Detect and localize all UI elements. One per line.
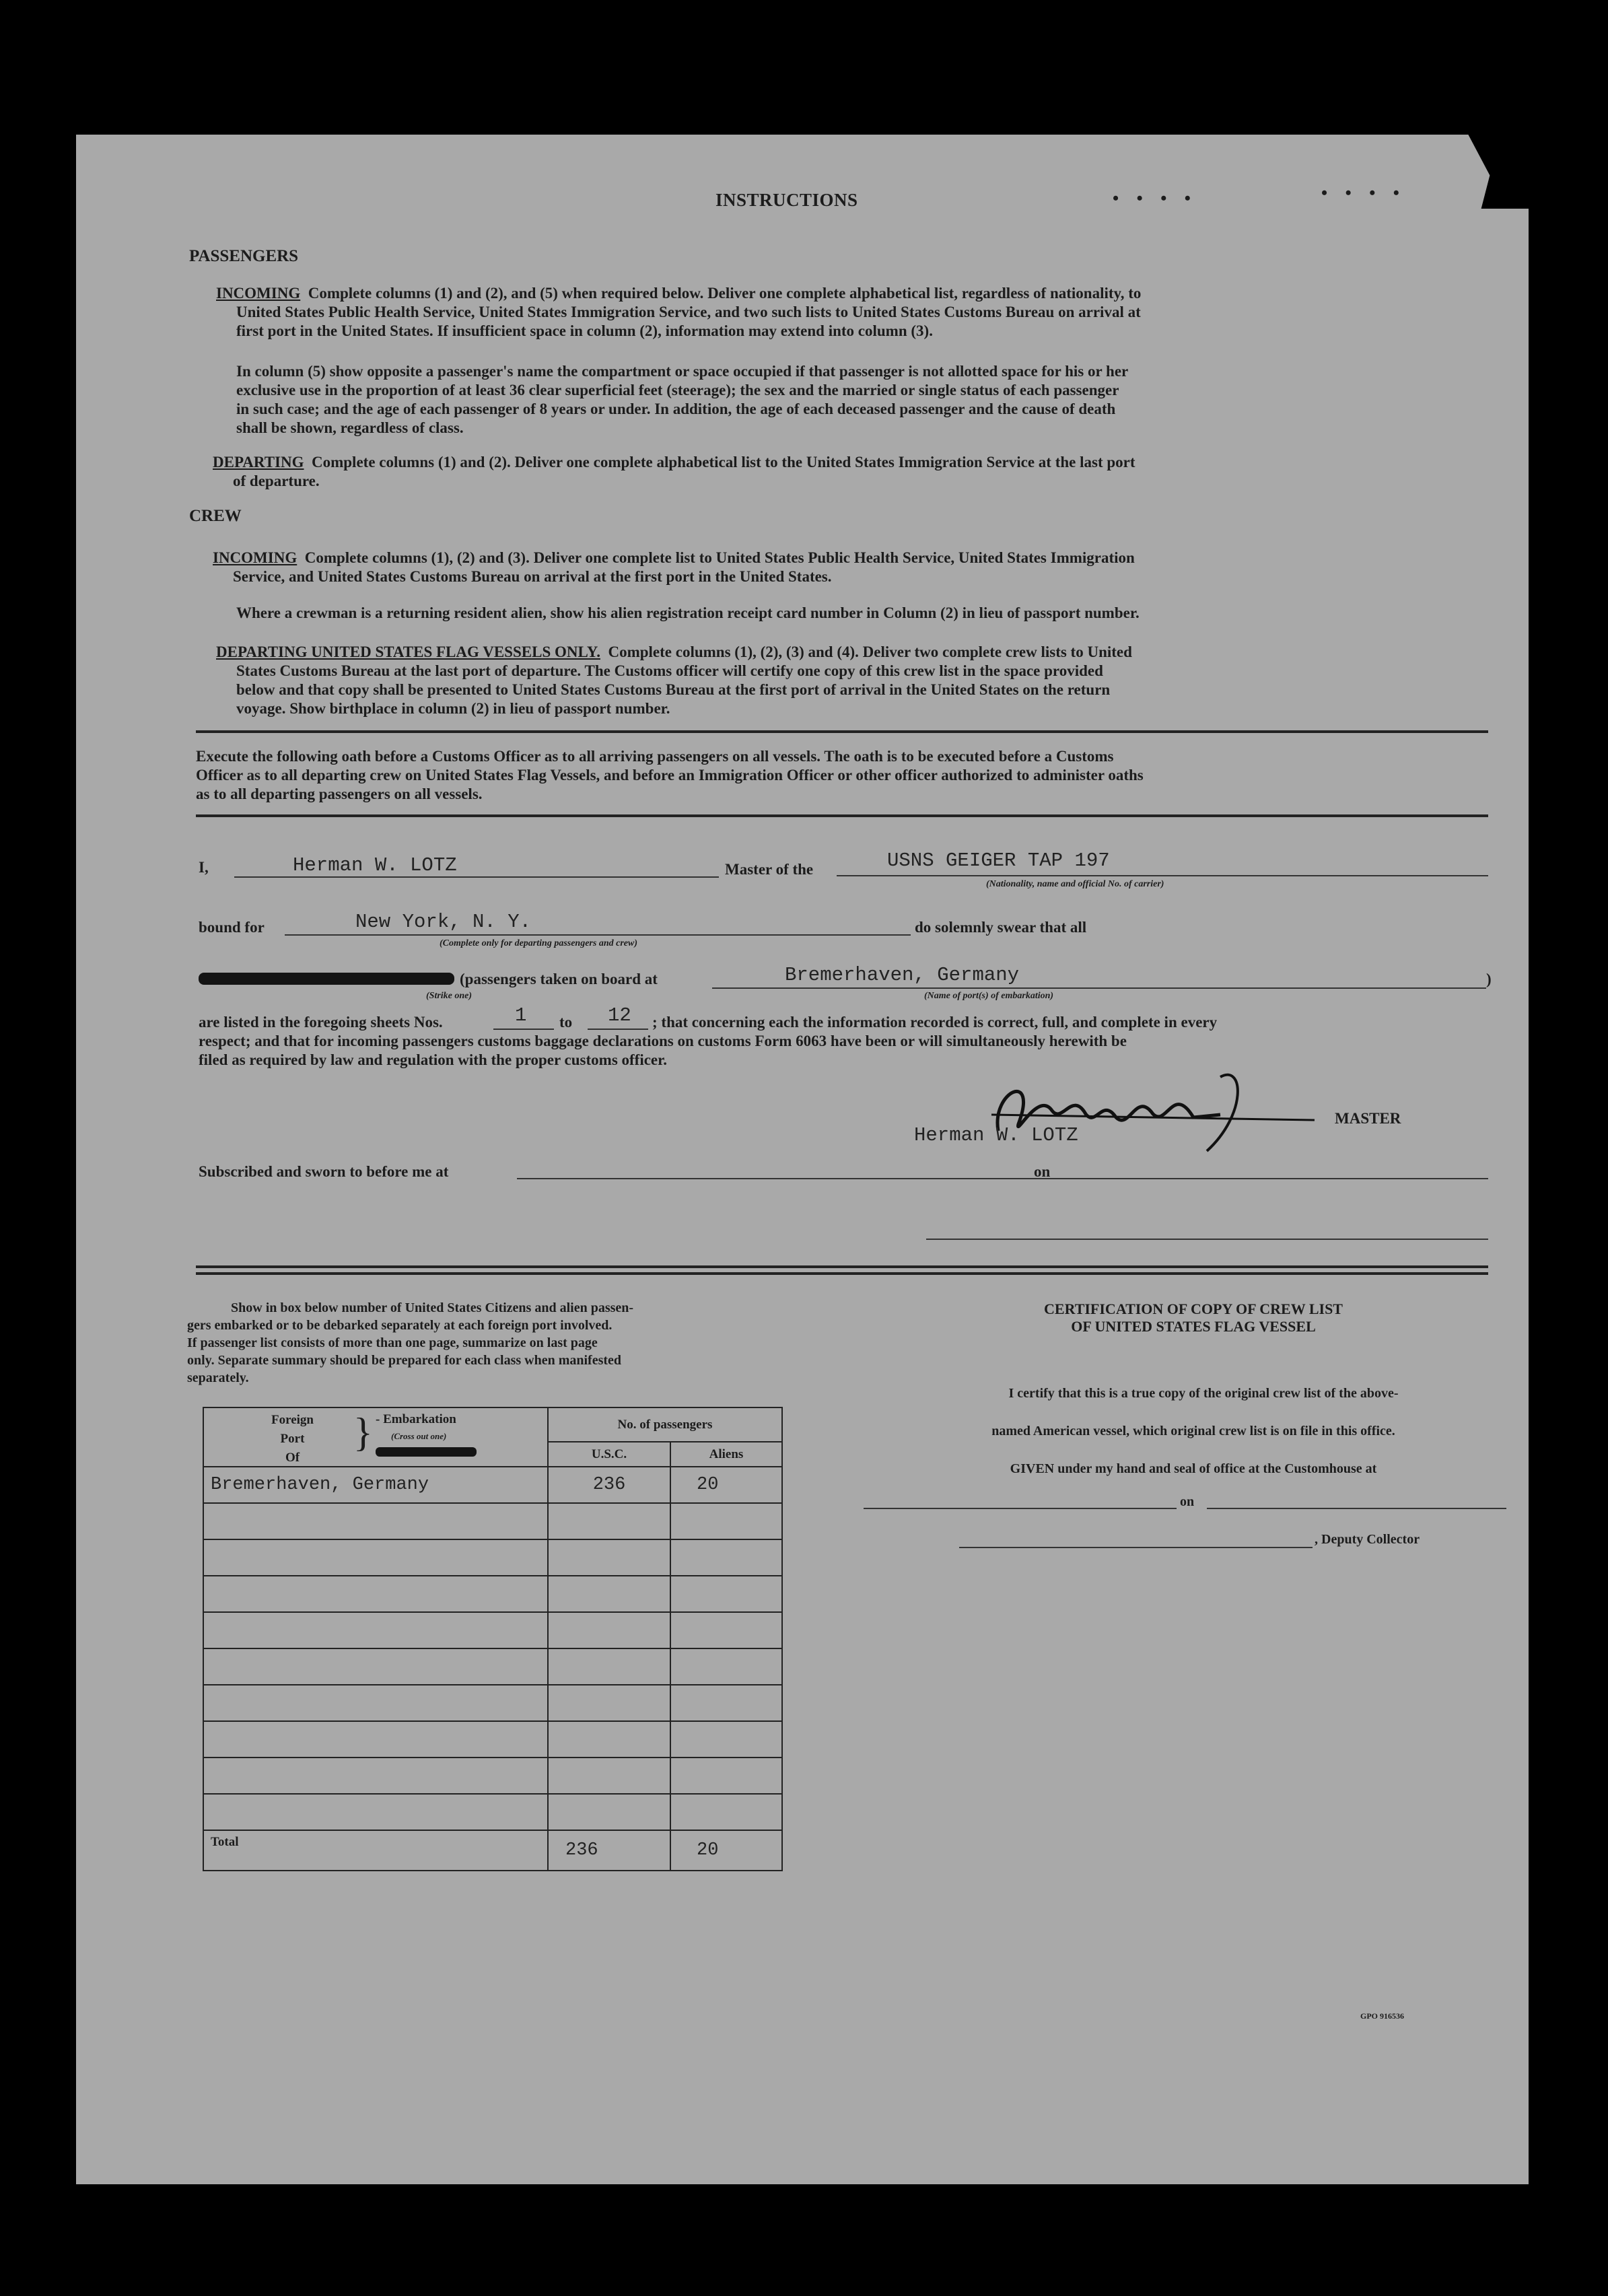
sheets-text-a: are listed in the foregoing sheets Nos. bbox=[199, 1014, 443, 1031]
brace-icon: } bbox=[353, 1410, 373, 1455]
master-name-field[interactable]: Herman W. LOTZ bbox=[293, 854, 457, 876]
subscribed-label: Subscribed and sworn to before me at bbox=[199, 1163, 449, 1180]
empty-cell[interactable] bbox=[670, 1758, 782, 1794]
empty-cell[interactable] bbox=[670, 1721, 782, 1758]
summary-intro-1: Show in box below number of United States Citizens and alien passen- bbox=[231, 1300, 634, 1315]
certification-text-2: named American vessel, which original crew list is on file in this office. bbox=[991, 1424, 1395, 1438]
empty-cell[interactable] bbox=[203, 1612, 548, 1648]
respect-text: respect; and that for incoming passengers customs baggage declarations on customs Form 6063 have been or will simultaneously herewith be bbox=[199, 1033, 1127, 1049]
empty-cell[interactable] bbox=[670, 1503, 782, 1539]
crew-incoming-text-2: Service, and United States Customs Bureau on arrival at the first port in the United States. bbox=[233, 568, 832, 585]
divider-3 bbox=[196, 1265, 1488, 1268]
row-port[interactable]: Bremerhaven, Germany bbox=[203, 1467, 548, 1503]
empty-cell[interactable] bbox=[548, 1612, 670, 1648]
torn-corner bbox=[1442, 135, 1529, 209]
empty-cell[interactable] bbox=[203, 1794, 548, 1830]
sheet-from-line bbox=[493, 1029, 554, 1030]
crew-incoming-text-1: Complete columns (1), (2) and (3). Deliver one complete list to United States Public Health Service, United States Immigration bbox=[304, 549, 1135, 566]
passenger-summary-table bbox=[203, 1407, 783, 1871]
empty-cell[interactable] bbox=[670, 1685, 782, 1721]
sheet-from-field[interactable]: 1 bbox=[515, 1004, 527, 1027]
summary-intro-5: separately. bbox=[187, 1370, 249, 1385]
incoming-paragraph bbox=[216, 284, 1481, 341]
crew-departing-text-2: States Customs Bureau at the last port of departure. The Customs officer will certify one copy of this crew list in the space provided bbox=[236, 662, 1103, 679]
summary-intro bbox=[187, 1299, 793, 1387]
col-foreign: Foreign bbox=[271, 1413, 314, 1427]
total-label: Total bbox=[203, 1830, 548, 1871]
column5-text-4: shall be shown, regardless of class. bbox=[236, 419, 464, 436]
column5-text-1: In column (5) show opposite a passenger's name the compartment or space occupied if that passenger is not allotted space for his or her bbox=[236, 363, 1129, 380]
summary-intro-2: gers embarked or to be debarked separately at each foreign port involved. bbox=[187, 1318, 613, 1333]
incoming-label: INCOMING bbox=[216, 285, 301, 302]
master-name-line bbox=[234, 876, 719, 878]
certification-title-1: CERTIFICATION OF COPY OF CREW LIST bbox=[1044, 1300, 1343, 1317]
crew-departing-text-1: Complete columns (1), (2), (3) and (4). Deliver two complete crew lists to United bbox=[608, 643, 1132, 660]
i-label: I, bbox=[199, 859, 209, 876]
crew-departing-text-3: below and that copy shall be presented to United States Customs Bureau at the first port of arrival in the United States on the return bbox=[236, 681, 1111, 698]
empty-cell[interactable] bbox=[203, 1685, 548, 1721]
crew-departing-label: DEPARTING UNITED STATES FLAG VESSELS ONLY. bbox=[216, 643, 600, 660]
vessel-caption: (Nationality, name and official No. of carrier) bbox=[986, 879, 1164, 889]
officer-signature-line bbox=[926, 1239, 1488, 1240]
row-aliens[interactable]: 20 bbox=[670, 1467, 782, 1503]
table-row bbox=[203, 1576, 782, 1612]
close-paren: ) bbox=[1486, 971, 1492, 987]
embark-line bbox=[712, 987, 1486, 989]
empty-cell[interactable] bbox=[203, 1576, 548, 1612]
stray-marks-2: • • • • bbox=[1321, 183, 1406, 203]
vessel-field[interactable]: USNS GEIGER TAP 197 bbox=[887, 849, 1110, 872]
total-aliens[interactable]: 20 bbox=[670, 1830, 782, 1871]
header-aliens: Aliens bbox=[670, 1442, 782, 1467]
sheets-to-label: to bbox=[559, 1014, 573, 1031]
certification-text bbox=[890, 1375, 1496, 1488]
strike-caption: (Strike one) bbox=[426, 991, 473, 1001]
table-row bbox=[203, 1503, 782, 1539]
col-of: Of bbox=[285, 1451, 300, 1465]
bound-for-label: bound for bbox=[199, 919, 265, 936]
certification-title-2: OF UNITED STATES FLAG VESSEL bbox=[1071, 1318, 1316, 1335]
passengers-text: (passengers taken on board at bbox=[460, 971, 658, 987]
empty-cell[interactable] bbox=[548, 1648, 670, 1685]
document-page bbox=[76, 135, 1529, 2184]
departing-paragraph bbox=[213, 453, 1481, 491]
divider-3b bbox=[196, 1272, 1488, 1275]
struck-out-text bbox=[199, 973, 454, 985]
table-row bbox=[203, 1685, 782, 1721]
divider-1 bbox=[196, 730, 1488, 733]
stray-marks: • • • • bbox=[1113, 188, 1197, 208]
subscribed-on-label: on bbox=[1034, 1163, 1051, 1180]
subscribed-place-line bbox=[517, 1178, 1101, 1179]
empty-cell[interactable] bbox=[670, 1648, 782, 1685]
destination-field[interactable]: New York, N. Y. bbox=[355, 911, 532, 933]
header-port-cell bbox=[203, 1407, 548, 1467]
cert-place-line bbox=[864, 1508, 1177, 1509]
table-row bbox=[203, 1467, 782, 1503]
oath-text-2: Officer as to all departing crew on United States Flag Vessels, and before an Immigration Officer or other officer authorized to administer oaths bbox=[196, 767, 1144, 784]
empty-cell[interactable] bbox=[203, 1648, 548, 1685]
empty-cell[interactable] bbox=[670, 1576, 782, 1612]
incoming-text-1: Complete columns (1) and (2), and (5) when required below. Deliver one complete alphabetical list, regardless of nationality, to bbox=[308, 285, 1142, 302]
empty-cell[interactable] bbox=[670, 1539, 782, 1576]
empty-cell[interactable] bbox=[670, 1794, 782, 1830]
table-row bbox=[203, 1758, 782, 1794]
table-row bbox=[203, 1612, 782, 1648]
empty-cell[interactable] bbox=[203, 1721, 548, 1758]
empty-cell[interactable] bbox=[548, 1794, 670, 1830]
crew-resident-text: Where a crewman is a returning resident alien, show his alien registration receipt card number in Column (2) in lieu of passport number. bbox=[236, 604, 1140, 621]
empty-cell[interactable] bbox=[670, 1612, 782, 1648]
certification-title bbox=[904, 1300, 1483, 1335]
column5-text-2: exclusive use in the proportion of at least 36 clear superficial feet (steerage); the sex and the married or single status of each passenger bbox=[236, 382, 1119, 398]
empty-cell[interactable] bbox=[548, 1685, 670, 1721]
destination-caption: (Complete only for departing passengers and crew) bbox=[440, 938, 637, 948]
master-label: MASTER bbox=[1335, 1110, 1401, 1127]
col-embark: - Embarkation bbox=[376, 1412, 456, 1426]
table-row bbox=[203, 1721, 782, 1758]
embark-port-field[interactable]: Bremerhaven, Germany bbox=[785, 964, 1020, 986]
signature-typed-name: Herman W. LOTZ bbox=[914, 1124, 1078, 1146]
certification-text-3: GIVEN under my hand and seal of office at the Customhouse at bbox=[1010, 1461, 1377, 1476]
oath-text-3: as to all departing passengers on all vessels. bbox=[196, 786, 483, 802]
subscribed-date-line bbox=[1079, 1178, 1488, 1179]
passengers-heading: PASSENGERS bbox=[189, 247, 299, 265]
gpo-code: GPO 916536 bbox=[1360, 2011, 1404, 2021]
sheets-text-b: ; that concerning each the information recorded is correct, full, and complete in every bbox=[652, 1014, 1218, 1031]
cert-date-line bbox=[1207, 1508, 1506, 1509]
header-passengers: No. of passengers bbox=[548, 1407, 782, 1442]
incoming-text-3: first port in the United States. If insufficient space in column (2), information may extend into column (3). bbox=[236, 322, 933, 339]
incoming-text-2: United States Public Health Service, United States Immigration Service, and two such lists to United States Customs Bureau on arrival at bbox=[236, 304, 1141, 320]
total-usc[interactable]: 236 bbox=[548, 1830, 670, 1871]
header-usc: U.S.C. bbox=[548, 1442, 670, 1467]
divider-2 bbox=[196, 814, 1488, 817]
summary-intro-4: only. Separate summary should be prepared for each class when manifested bbox=[187, 1353, 622, 1368]
deputy-line bbox=[959, 1547, 1313, 1548]
column5-paragraph bbox=[236, 362, 1481, 438]
swear-text: do solemnly swear that all bbox=[915, 919, 1087, 936]
crew-departing-text-4: voyage. Show birthplace in column (2) in lieu of passport number. bbox=[236, 700, 670, 717]
deputy-label: , Deputy Collector bbox=[1315, 1532, 1420, 1547]
master-signature bbox=[978, 1050, 1328, 1164]
oath-instructions bbox=[196, 747, 1488, 804]
vessel-line bbox=[837, 875, 1488, 876]
empty-cell[interactable] bbox=[548, 1576, 670, 1612]
col-cross: (Cross out one) bbox=[391, 1431, 447, 1441]
oath-text-1: Execute the following oath before a Customs Officer as to all arriving passengers on all vessels. The oath is to be executed before a Customs bbox=[196, 748, 1114, 765]
empty-cell[interactable] bbox=[548, 1503, 670, 1539]
empty-cell[interactable] bbox=[548, 1758, 670, 1794]
table-header-row-1 bbox=[203, 1407, 782, 1442]
crew-incoming-paragraph bbox=[213, 549, 1481, 586]
col-port: Port bbox=[280, 1432, 305, 1446]
total-row bbox=[203, 1830, 782, 1871]
crew-heading: CREW bbox=[189, 507, 242, 525]
departing-label: DEPARTING bbox=[213, 454, 304, 471]
row-usc[interactable]: 236 bbox=[548, 1467, 670, 1503]
destination-line bbox=[285, 934, 911, 936]
empty-cell[interactable] bbox=[203, 1758, 548, 1794]
empty-cell[interactable] bbox=[548, 1721, 670, 1758]
embark-caption: (Name of port(s) of embarkation) bbox=[924, 991, 1054, 1001]
page-title: INSTRUCTIONS bbox=[715, 190, 858, 210]
departing-text-1: Complete columns (1) and (2). Deliver one complete alphabetical list to the United States Immigration Service at the last port bbox=[312, 454, 1135, 471]
master-of-label: Master of the bbox=[725, 861, 814, 878]
struck-debarkation bbox=[376, 1447, 477, 1457]
column5-text-3: in such case; and the age of each passenger of 8 years or under. In addition, the age of each deceased passenger and the cause of death bbox=[236, 401, 1116, 417]
empty-cell[interactable] bbox=[203, 1539, 548, 1576]
cert-on-label: on bbox=[1180, 1494, 1195, 1509]
table-row bbox=[203, 1539, 782, 1576]
table-row bbox=[203, 1794, 782, 1830]
sheet-to-field[interactable]: 12 bbox=[608, 1004, 631, 1027]
departing-text-2: of departure. bbox=[233, 473, 320, 489]
empty-cell[interactable] bbox=[548, 1539, 670, 1576]
sheet-to-line bbox=[588, 1029, 648, 1030]
filed-text: filed as required by law and regulation with the proper customs officer. bbox=[199, 1051, 667, 1068]
certification-text-1: I certify that this is a true copy of the original crew list of the above- bbox=[1008, 1386, 1399, 1401]
summary-intro-3: If passenger list consists of more than one page, summarize on last page bbox=[187, 1335, 598, 1350]
table-row bbox=[203, 1648, 782, 1685]
crew-incoming-label: INCOMING bbox=[213, 549, 298, 566]
empty-cell[interactable] bbox=[203, 1503, 548, 1539]
crew-departing-paragraph bbox=[216, 643, 1481, 718]
